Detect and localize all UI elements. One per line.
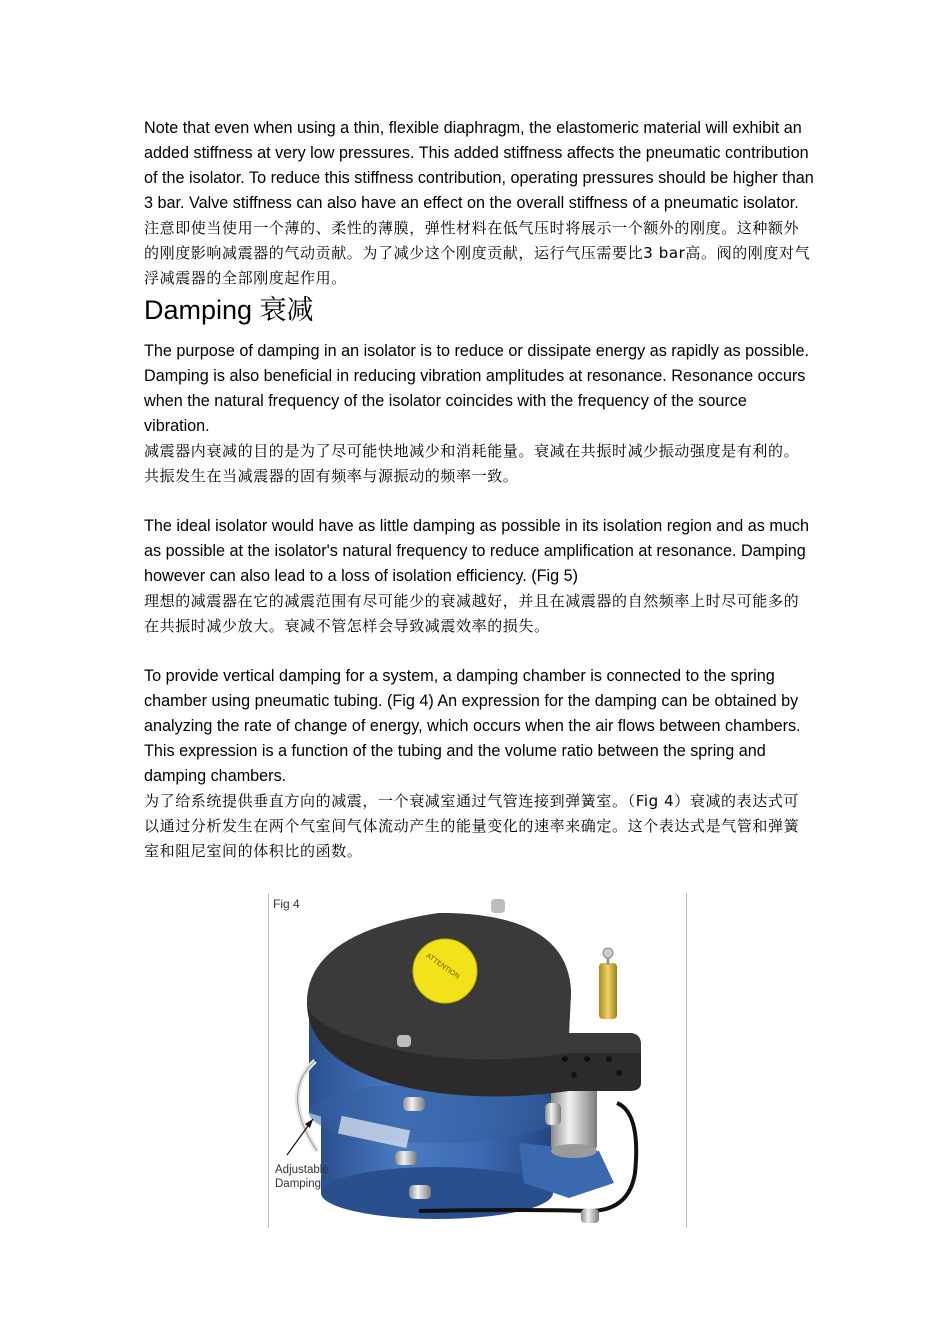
- elbow-fitting: [395, 1151, 417, 1165]
- document-body: [144, 116, 814, 864]
- callout-line-2: Damping: [275, 1178, 322, 1190]
- brass-valve: [599, 963, 617, 1019]
- callout-line-1: Adjustable: [275, 1164, 329, 1176]
- figure-label: Fig 4: [273, 897, 300, 911]
- paragraph-spacer: [144, 639, 814, 664]
- paragraph-4-chinese: 为了给系统提供垂直方向的减震，一个衰减室通过气管连接到弹簧室。（Fig 4）衰减的表达式可以通过分析发生在两个气室间气体流动产生的能量变化的速率来确定。这个表达式是气管和弹簧室和阻尼室间的体积比的函数。: [144, 792, 800, 860]
- elbow-fitting: [581, 1209, 599, 1223]
- adjustable-damping-callout: [275, 1163, 329, 1191]
- paragraph-4-english: To provide vertical damping for a system, a damping chamber is connected to the spring chamber using pneumatic tubing. (Fig 4) An expression for the damping can be obtained by analyzing the rate of change of energy, which occurs when the air flows between chambers. This expression is a function of the tubing and the volume ratio between the spring and damping chambers.: [144, 667, 801, 785]
- sticker-text: ATTENTION: [424, 952, 461, 981]
- section-heading-damping: Damping 衰减: [144, 295, 314, 325]
- paragraph-1-chinese: 注意即使当使用一个薄的、柔性的薄膜，弹性材料在低气压时将展示一个额外的刚度。这种额外的刚度影响减震器的气动贡献。为了减少这个刚度贡献，运行气压需要比3 bar高。阀的刚度对气浮减震器的全部刚度起作用。: [144, 219, 811, 287]
- elbow-fitting: [545, 1103, 561, 1125]
- paragraph-1-english: Note that even when using a thin, flexible diaphragm, the elastomeric material will exhibit an added stiffness at very low pressures. This added stiffness affects the pneumatic contribution of the isolator. To reduce this stiffness contribution, operating pressures should be higher than 3 bar. Valve stiffness can also have an effect on the overall stiffness of a pneumatic isolator.: [144, 119, 814, 212]
- elbow-fitting: [403, 1097, 425, 1111]
- paragraph-2-chinese: 减震器内衰减的目的是为了尽可能快地减少和消耗能量。衰减在共振时减少振动强度是有利的。共振发生在当减震器的固有频率与源振动的频率一致。: [144, 442, 800, 485]
- pneumatic-isolator-illustration: [269, 893, 686, 1228]
- paragraph-2-english: The purpose of damping in an isolator is to reduce or dissipate energy as rapidly as possible. Damping is also beneficial in reducing vibration amplitudes at resonance. Resonance occurs when the natural frequency of the isolator coincides with the frequency of the source vibration.: [144, 342, 809, 435]
- elbow-fitting: [409, 1185, 431, 1199]
- paragraph-spacer: [144, 489, 814, 514]
- paragraph-3-english: The ideal isolator would have as little damping as possible in its isolation region and as much as possible at the isolator's natural frequency to reduce amplification at resonance. Damping however can also lead to a loss of isolation efficiency. (Fig 5): [144, 517, 809, 585]
- paragraph-3-chinese: 理想的减震器在它的减震范围有尽可能少的衰减越好，并且在减震器的自然频率上时尽可能多的在共振时减少放大。衰减不管怎样会导致减震效率的损失。: [144, 592, 800, 635]
- figure-4-isolator-image: [268, 893, 687, 1228]
